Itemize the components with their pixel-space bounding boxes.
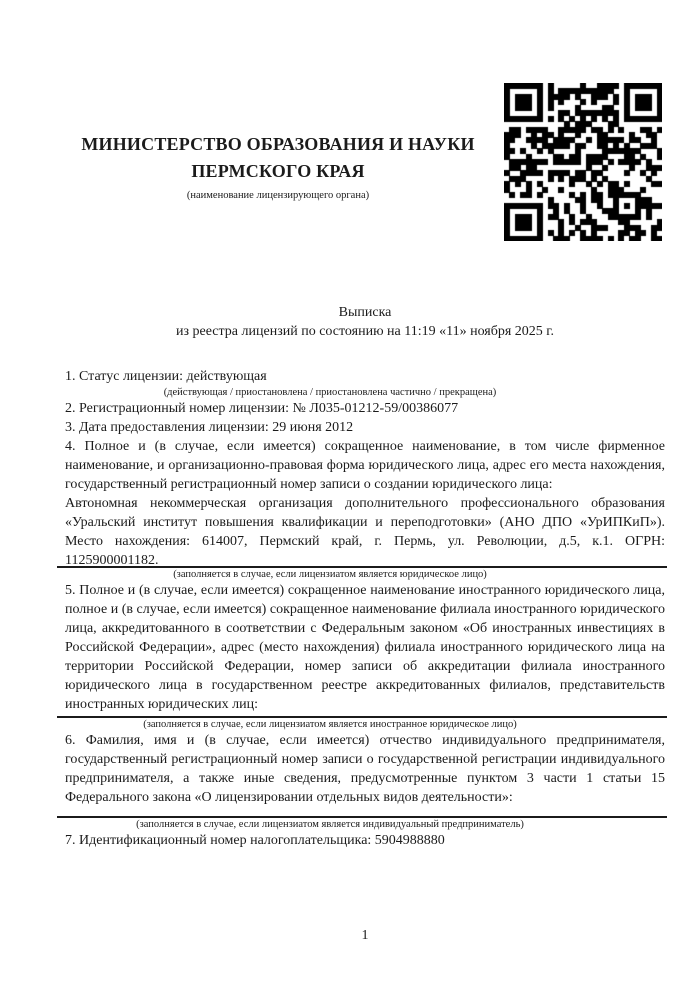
qr-code-icon xyxy=(504,83,662,241)
note-entrepreneur: (заполняется в случае, если лицензиатом является индивидуальный предприниматель) xyxy=(136,819,524,830)
ministry-name-line1: МИНИСТЕРСТВО ОБРАЗОВАНИЯ И НАУКИ xyxy=(81,134,475,154)
page-number: 1 xyxy=(361,928,369,943)
field-registration-number: 2. Регистрационный номер лицензии: № Л035-01212-59/00386077 xyxy=(65,401,459,416)
ministry-name-line2: ПЕРМСКОГО КРАЯ xyxy=(191,161,365,181)
field-foreign-entity-label: 5. Полное и (в случае, если имеется) сокращенное наименование иностранного юридического лица, полное и (в случае, если имеется) сокращенное наименование филиала иностранного юридического лица, аккредитованного в соответствии с Федеральным законом «Об иностранных инвестициях в Российской Федерации», адрес (место нахождения) филиала иностранного юридического лица на территории Российской Федерации, номер записи об аккредитации филиала иностранного юридического лица в государственном реестре аккредитованных филиалов, представительств иностранных юридических лиц: xyxy=(65,583,665,712)
document-title xyxy=(65,303,665,341)
title-line1: Выписка xyxy=(338,305,392,320)
field-license-status: 1. Статус лицензии: действующая xyxy=(65,369,267,384)
note-legal-entity: (заполняется в случае, если лицензиатом является юридическое лицо) xyxy=(173,569,487,580)
field-grant-date: 3. Дата предоставления лицензии: 29 июня 2012 xyxy=(65,420,354,435)
title-line2: из реестра лицензий по состоянию на 11:19 «11» ноября 2025 г. xyxy=(176,324,554,339)
note-foreign-entity: (заполняется в случае, если лицензиатом является иностранное юридическое лицо) xyxy=(143,719,517,730)
field-taxpayer-id: 7. Идентификационный номер налогоплательщика: 5904988880 xyxy=(65,833,445,848)
licensing-authority-caption: (наименование лицензирующего органа) xyxy=(186,190,370,201)
extract-body xyxy=(65,367,665,850)
ministry-header xyxy=(62,131,494,202)
field-legal-entity-value: Автономная некоммерческая организация дополнительного профессионального образования «Уральский институт повышения квалификации и переподготовки» (АНО ДПО «УрИПКиП»). Место нахождения: 614007, Пермский край, г. Пермь, ул. Революции, д.5, к.1. ОГРН: 1125900001182. xyxy=(65,496,665,568)
note-status-options: (действующая / приостановлена / приостановлена частично / прекращена) xyxy=(163,387,497,398)
field-legal-entity-label: 4. Полное и (в случае, если имеется) сокращенное наименование, в том числе фирменное наименование, и организационно-правовая форма юридического лица, адрес его места нахождения, государственный регистрационный номер записи о создании юридического лица: xyxy=(65,439,665,492)
field-entrepreneur-label: 6. Фамилия, имя и (в случае, если имеется) отчество индивидуального предпринимателя, государственный регистрационный номер записи о государственной регистрации индивидуального предпринимателя, а также иные сведения, предусмотренные пунктом 3 части 1 статьи 15 Федерального закона «О лицензировании отдельных видов деятельности»: xyxy=(65,733,665,805)
